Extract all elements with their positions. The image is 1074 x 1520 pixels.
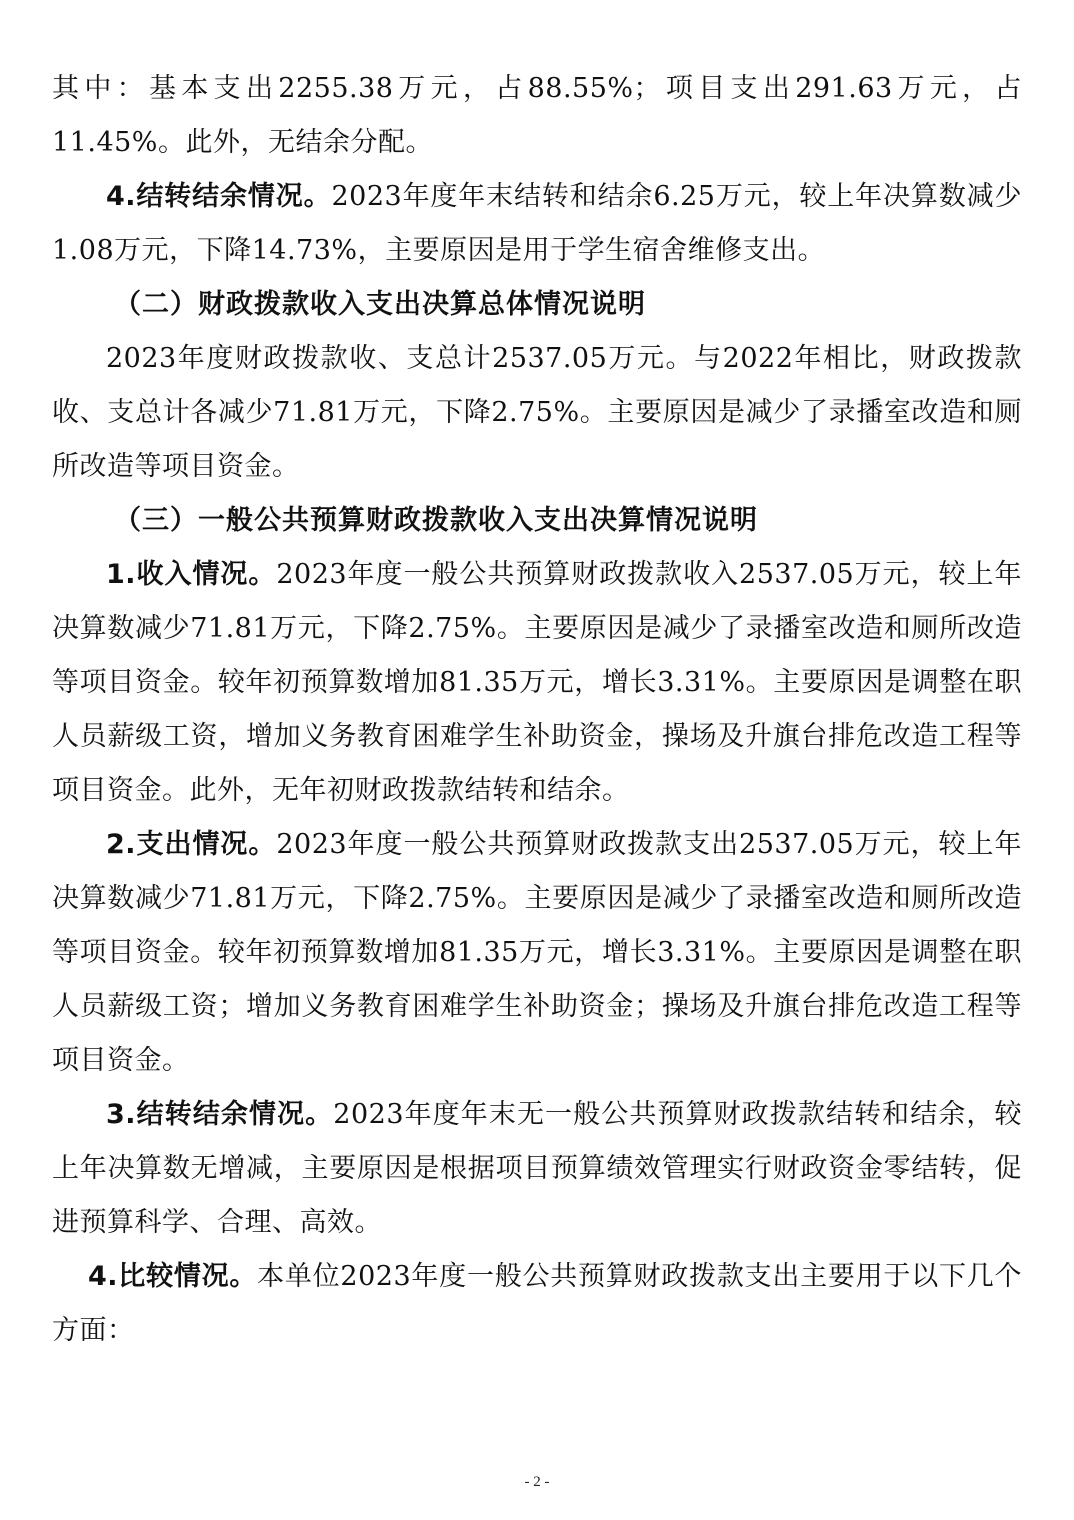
paragraph-expenditure	[52, 818, 1022, 1088]
paragraph-income	[52, 548, 1022, 818]
paragraph-text: 2023年度一般公共预算财政拨款收入2537.05万元，较上年决算数减少71.81万元，下降2.75%。主要原因是减少了录播室改造和厕所改造等项目资金。较年初预算数增加81.35万元，增长3.31%。主要原因是调整在职人员薪级工资，增加义务教育困难学生补助资金，操场及升旗台排危改造工程等项目资金。此外，无年初财政拨款结转和结余。	[52, 559, 1022, 806]
paragraph-text: 2023年度年末结转和结余6.25万元，较上年决算数减少1.08万元，下降14.73%，主要原因是用于学生宿舍维修支出。	[52, 181, 1022, 266]
paragraph-text: 2023年度年末无一般公共预算财政拨款结转和结余，较上年决算数无增减，主要原因是根据项目预算绩效管理实行财政资金零结转，促进预算科学、合理、高效。	[52, 1099, 1022, 1238]
paragraph-lead: 2.支出情况。	[106, 829, 277, 860]
section-heading-general-budget: （三）一般公共预算财政拨款收入支出决算情况说明	[114, 505, 758, 536]
paragraph-lead: 3.结转结余情况。	[106, 1099, 334, 1130]
paragraph-text: 2023年度一般公共预算财政拨款支出2537.05万元，较上年决算数减少71.81万元，下降2.75%。主要原因是减少了录播室改造和厕所改造等项目资金。较年初预算数增加81.35万元，增长3.31%。主要原因是调整在职人员薪级工资；增加义务教育困难学生补助资金；操场及升旗台排危改造工程等项目资金。	[52, 829, 1022, 1076]
paragraph-text: 其中：基本支出2255.38万元，占88.55%；项目支出291.63万元，占11.45%。此外，无结余分配。	[52, 73, 1022, 158]
paragraph-carryover-balance	[52, 170, 1022, 278]
paragraph-general-carryover	[52, 1088, 1022, 1250]
paragraph-lead: 4.比较情况。	[88, 1261, 258, 1292]
paragraph-expenditure-breakdown	[52, 62, 1022, 170]
paragraph-text: 2023年度财政拨款收、支总计2537.05万元。与2022年相比，财政拨款收、支总计各减少71.81万元，下降2.75%。主要原因是减少了录播室改造和厕所改造等项目资金。	[52, 343, 1022, 482]
paragraph-fiscal-total	[52, 332, 1022, 494]
page-number: - 2 -	[524, 1474, 550, 1490]
section-heading-fiscal-total: （二）财政拨款收入支出决算总体情况说明	[114, 289, 646, 320]
paragraph-lead: 4.结转结余情况。	[106, 181, 332, 212]
paragraph-comparison	[52, 1250, 1022, 1358]
paragraph-lead: 1.收入情况。	[106, 559, 277, 590]
paragraph-text: 本单位2023年度一般公共预算财政拨款支出主要用于以下几个方面：	[52, 1261, 1022, 1346]
